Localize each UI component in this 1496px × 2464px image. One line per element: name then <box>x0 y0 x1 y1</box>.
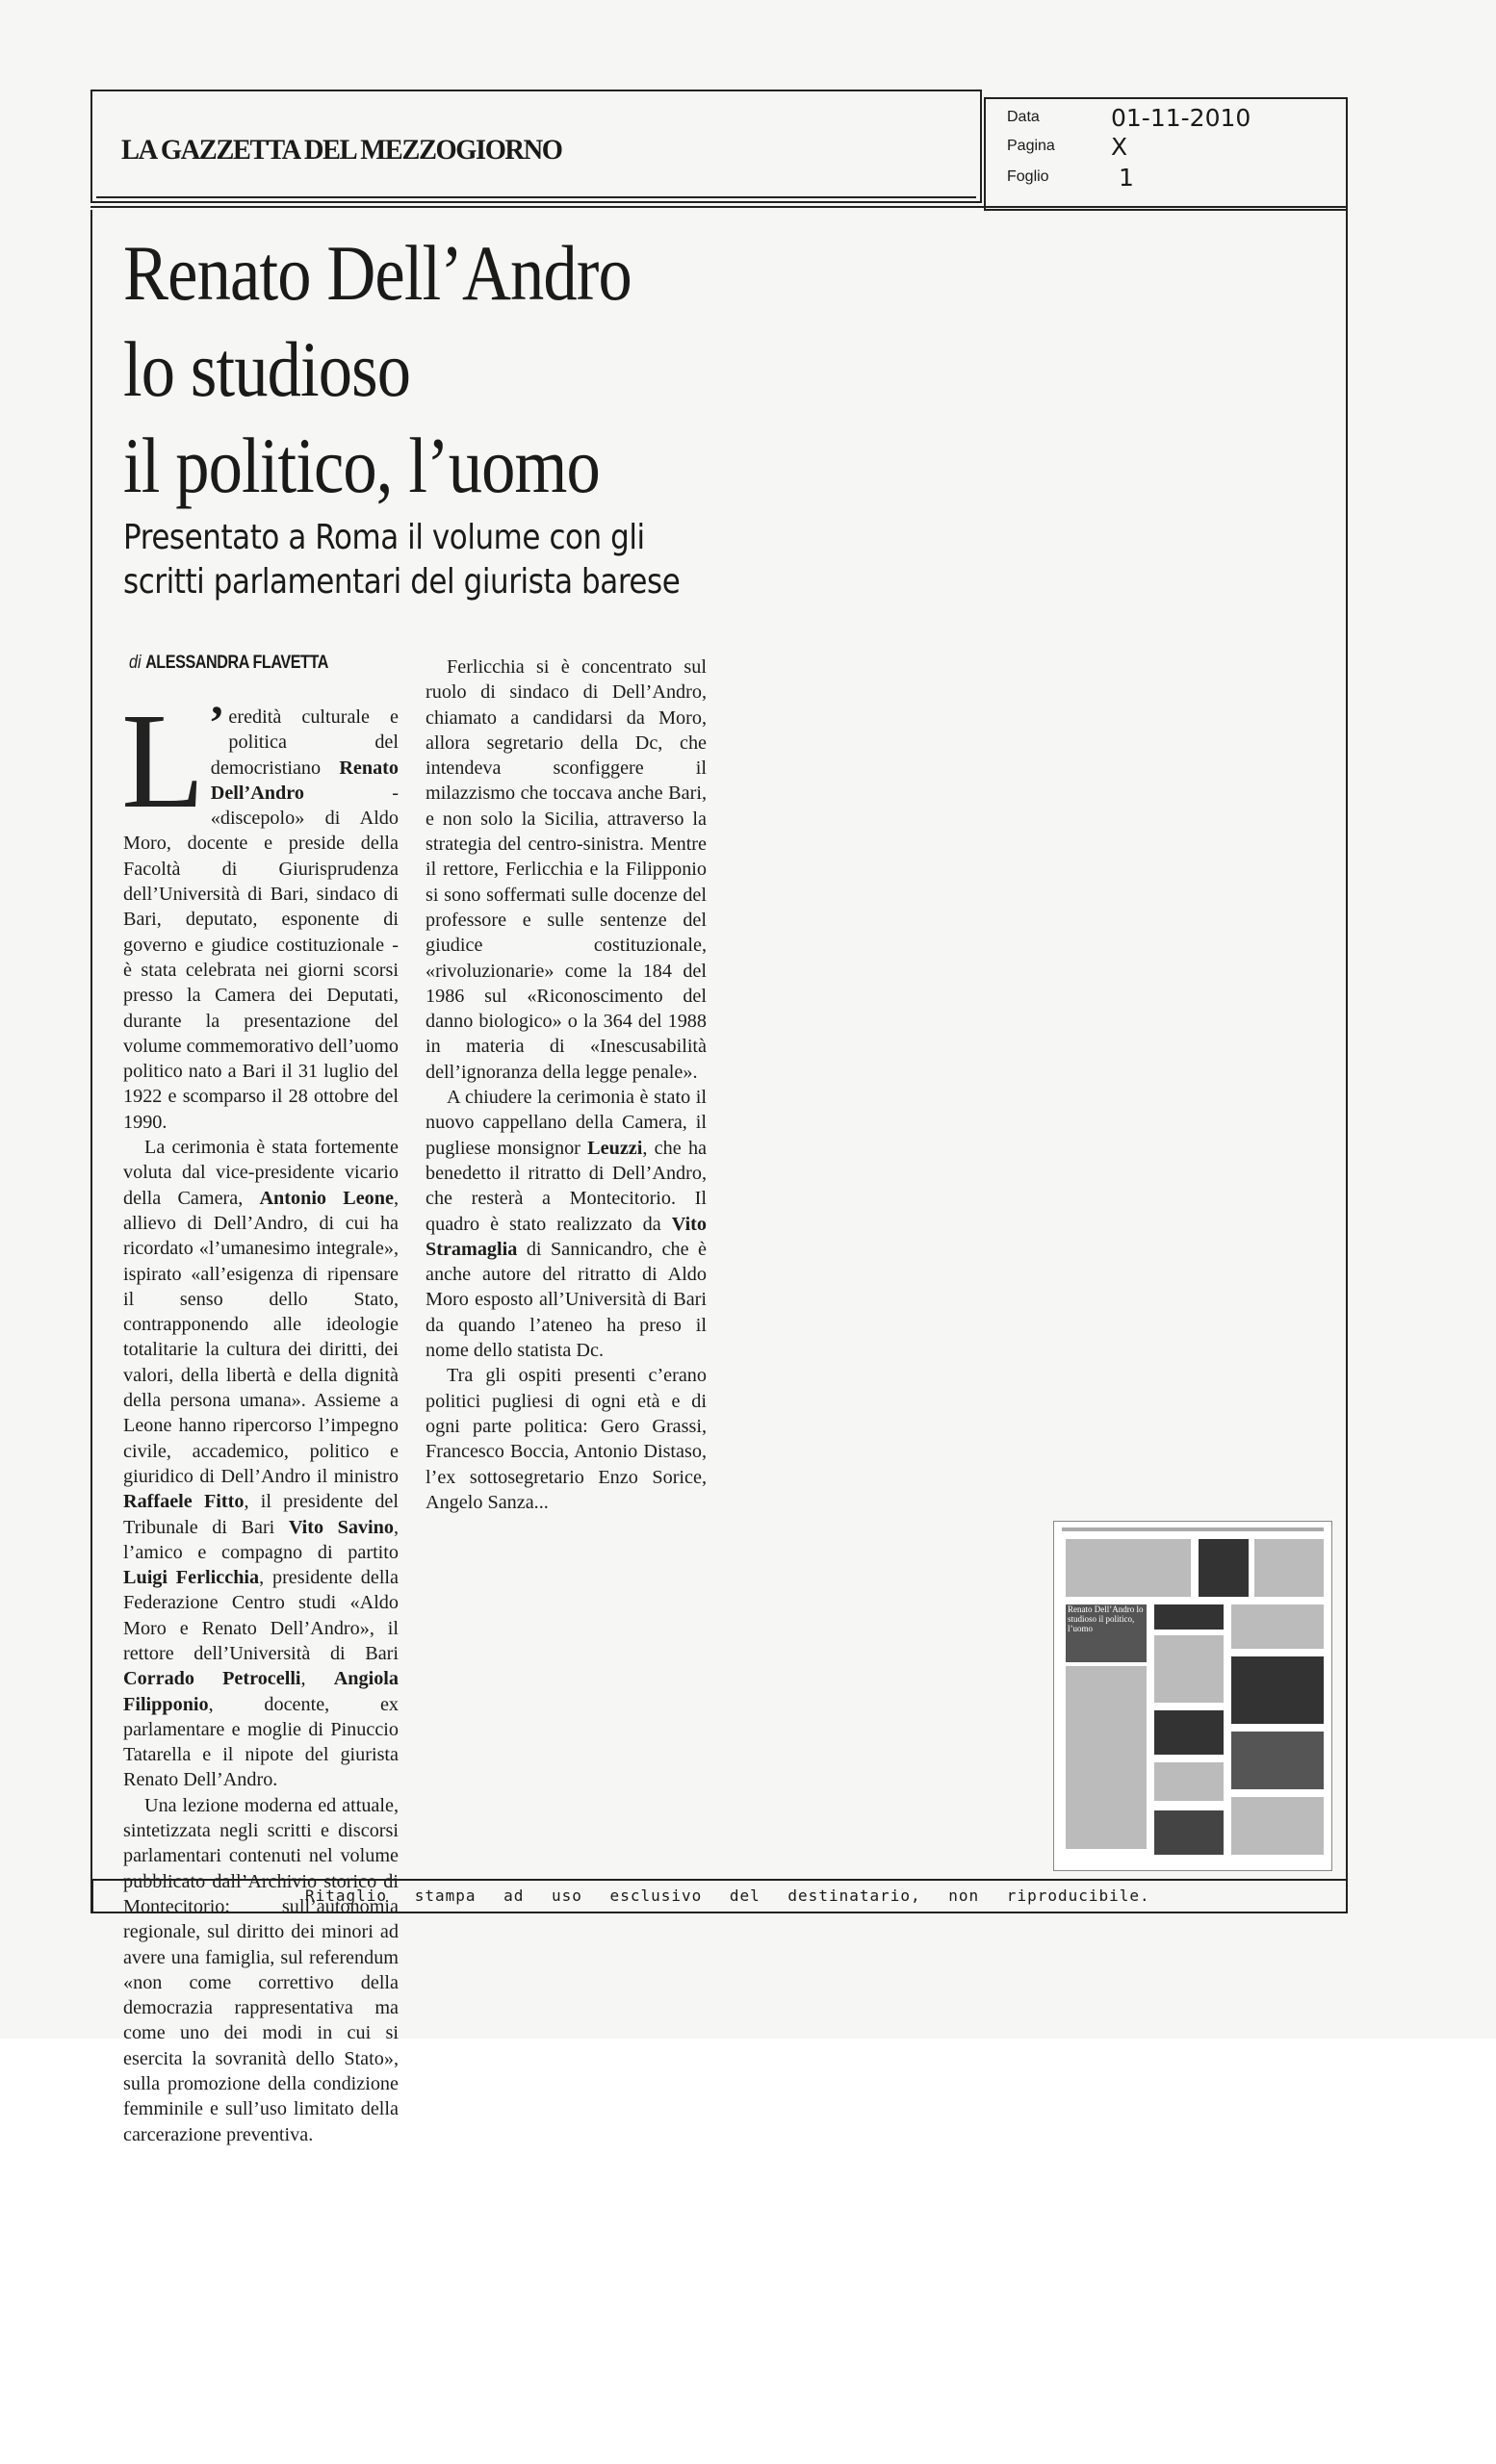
text-run: - «discepolo» di Aldo Moro, docente e preside della Facoltà di Giurisprudenza dell’Università di Bari, sindaco di Bari, deputato, esponente di governo e giudice costituzionale - è stata celebrata nei giorni scorsi presso la Camera dei Deputati, durante la presentazione del volume commemorativo dell’uomo politico nato a Bari il 31 luglio del 1922 e scomparso il 28 ottobre del 1990. <box>123 782 399 1133</box>
article-frame-top <box>90 206 1348 208</box>
article-headline <box>123 225 719 514</box>
name-bold: Leuzzi <box>587 1137 643 1159</box>
text-run: , l’amico e compagno di partito <box>123 1516 399 1563</box>
name-bold: Vito Stramaglia <box>426 1213 707 1260</box>
masthead-box <box>90 90 982 203</box>
name-bold: Luigi Ferlicchia <box>123 1567 260 1589</box>
text-run: eredità culturale e politica del democristiano <box>210 706 399 779</box>
paragraph-2 <box>123 1135 399 1793</box>
text-run: , il presidente del Tribunale di Bari <box>123 1491 399 1538</box>
drop-cap-apostrophe: ’ <box>208 695 225 749</box>
thumb-ad-5 <box>1231 1732 1324 1789</box>
thumb-column-4 <box>1231 1604 1324 1649</box>
foglio-value: 1 <box>1119 163 1134 192</box>
thumb-ad-3 <box>1154 1810 1224 1855</box>
article-column-2 <box>426 654 707 1515</box>
text-run: , che ha benedetto il ritratto di Dell’Andro, che resterà a Montecitorio. Il quadro è stato realizzato da <box>426 1137 707 1235</box>
headline-line-2: lo studioso <box>123 325 411 413</box>
data-value: 01-11-2010 <box>1111 103 1251 132</box>
name-bold: Antonio Leone <box>259 1187 394 1209</box>
text-run: , <box>300 1668 334 1690</box>
article-subheadline <box>123 516 686 604</box>
meta-box <box>984 97 1348 211</box>
text-run: , docente, ex parlamentare e moglie di Pinuccio Tatarella e il nipote del giurista Renato Dell’Andro. <box>123 1693 399 1791</box>
name-bold: Corrado Petrocelli <box>123 1668 301 1690</box>
byline-prefix: di <box>129 653 142 673</box>
name-bold: Angiola Filipponio <box>123 1668 399 1715</box>
meta-row-foglio <box>1007 163 1134 192</box>
footer-notice-box <box>90 1879 1348 1913</box>
headline-line-1: Renato Dell’Andro <box>123 229 632 317</box>
thumb-column-2 <box>1154 1635 1224 1703</box>
paragraph-6: Tra gli ospiti presenti c’erano politici pugliesi di ogni età e di ogni parte politica: Gero Grassi, Francesco Boccia, Antonio Distaso, l’ex sottosegretario Enzo Sorice, Angelo Sanza... <box>426 1365 707 1513</box>
pagina-value: X <box>1111 132 1128 161</box>
byline <box>129 653 328 674</box>
paragraph-4: Ferlicchia si è concentrato sul ruolo di sindaco di Dell’Andro, chiamato a candidarsi da Moro, allora segretario della Dc, che intendeva sconfiggere il milazzismo che toccava anche Bari, e non solo la Sicilia, attraverso la strategia del centro-sinistra. Mentre il rettore, Ferlicchia e la Filipponio si sono soffermati sulle docenze del professore e sulle sentenze del giudice costituzionale, «rivoluzionarie» come la 184 del 1986 sul «Riconoscimento del danno biologico» o la 364 del 1988 in materia di «Inescusabilità dell’ignoranza della legge penale». <box>426 656 707 1083</box>
newspaper-masthead: LA GAZZETTA DEL MEZZOGIORNO <box>121 134 562 166</box>
thumb-column-1 <box>1066 1666 1147 1849</box>
meta-row-data <box>1007 103 1251 132</box>
thumb-headline: Renato Dell’Andro lo studioso il politico, l’uomo <box>1068 1604 1144 1633</box>
subhead-line-2: scritti parlamentari del giurista barese <box>123 562 681 602</box>
footer-notice: Ritaglio stampa ad uso esclusivo del destinatario, non riproducibile. <box>305 1886 1150 1905</box>
thumb-ad-4 <box>1231 1656 1324 1724</box>
article-column-1 <box>121 684 399 2147</box>
paragraph-3: Una lezione moderna ed attuale, sintetizzata negli scritti e discorsi parlamentari contenuti nel volume pubblicato dall’Archivio storico di Montecitorio: sull’autonomia regionale, sul diritto dei minori ad avere una famiglia, sul referendum «non come correttivo della democrazia rappresentativa ma come uno dei modi in cui si esercita la sovranità dello Stato», sulla promozione della condizione femminile e sull’uso limitato della carcerazione preventiva. <box>123 1794 399 2145</box>
meta-row-pagina <box>1007 132 1127 161</box>
pagina-label: Pagina <box>1007 138 1055 154</box>
thumb-photo-2 <box>1199 1539 1249 1597</box>
thumb-column-5 <box>1231 1797 1324 1855</box>
paragraph-1 <box>121 684 399 1135</box>
drop-cap: L <box>121 684 205 836</box>
thumb-column-3 <box>1154 1762 1224 1801</box>
name-bold: Raffaele Fitto <box>123 1491 245 1513</box>
text-run: , allievo di Dell’Andro, di cui ha ricordato «l’umanesimo integrale», ispirato «all’esigenza di ripensare il senso dello Stato, contrapponendo alle ideologie totalitarie la cultura dei diritti, dei valori, della libertà e della dignità della persona umana». Assieme a Leone hanno ripercorso l’impegno civile, accademico, politico e giuridico di Dell’Andro il ministro <box>123 1187 399 1487</box>
thumb-photo-1 <box>1066 1539 1191 1597</box>
thumb-header-bar <box>1062 1527 1324 1531</box>
thumb-ad-2 <box>1154 1710 1224 1755</box>
text-run: , presidente della Federazione Centro studi «Aldo Moro e Renato Dell’Andro», il rettore dell’Università di Bari <box>123 1567 399 1664</box>
paragraph-5 <box>426 1085 707 1363</box>
subhead-line-1: Presentato a Roma il volume con gli <box>123 518 645 557</box>
thumb-ad-1 <box>1154 1604 1224 1630</box>
name-bold: Vito Savino <box>288 1516 394 1538</box>
text-run: A chiudere la cerimonia è stato il nuovo cappellano della Camera, il pugliese monsignor <box>426 1087 707 1159</box>
text-run: La cerimonia è stata fortemente voluta dal vice-presidente vicario della Camera, <box>123 1137 399 1209</box>
page-thumbnail <box>1053 1521 1332 1871</box>
author-name: ALESSANDRA FLAVETTA <box>145 653 328 673</box>
foglio-label: Foglio <box>1007 168 1049 185</box>
data-label: Data <box>1007 109 1040 125</box>
text-run: di Sannicandro, che è anche autore del ritratto di Aldo Moro esposto all’Università di Bari da quando l’ateneo ha preso il nome dello statista Dc. <box>426 1238 707 1362</box>
name-bold: Renato Dell’Andro <box>210 757 399 804</box>
thumb-text-block <box>1254 1539 1324 1597</box>
headline-line-3: il politico, l’uomo <box>123 422 600 509</box>
